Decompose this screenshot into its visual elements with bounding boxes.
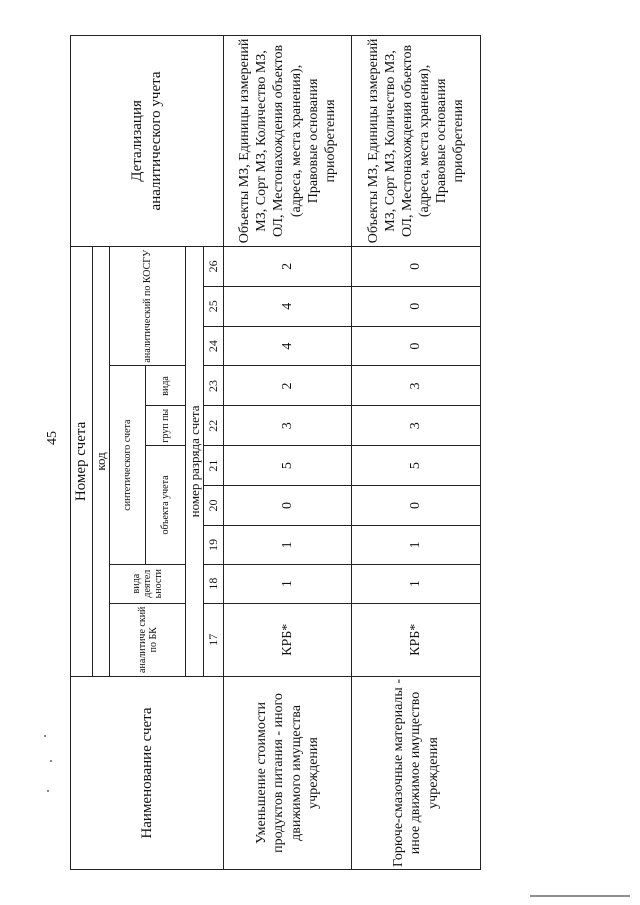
digit-cell: 23	[204, 366, 224, 406]
value-cell: 2	[224, 246, 352, 286]
header-code: код	[93, 246, 110, 676]
value-cell: 0	[352, 326, 481, 366]
value-cell: 4	[224, 286, 352, 326]
value-cell: 0	[224, 486, 352, 526]
header-activity-type: вида деятел ьности	[110, 564, 186, 603]
value-cell: 4	[224, 326, 352, 366]
header-group: груп пы	[146, 406, 186, 446]
header-analytic-kosgu: аналитический по КОСГУ	[110, 246, 186, 366]
digit-cell: 24	[204, 326, 224, 366]
value-cell: 5	[352, 446, 481, 486]
value-cell: 0	[352, 486, 481, 526]
value-cell: КРБ*	[224, 603, 352, 676]
header-digit-number: номер разряда счета	[186, 246, 204, 676]
rotated-table-wrapper	[70, 35, 480, 870]
accounts-table	[70, 35, 481, 870]
header-detail	[71, 36, 224, 247]
digit-cell: 18	[204, 564, 224, 603]
table-row	[352, 36, 481, 870]
digit-cell: 19	[204, 525, 224, 564]
digit-cell: 21	[204, 446, 224, 486]
value-cell: 2	[224, 366, 352, 406]
digit-cell: 26	[204, 246, 224, 286]
header-object: объекта учета	[146, 446, 186, 565]
digit-cell: 20	[204, 486, 224, 526]
value-cell: 1	[352, 525, 481, 564]
digit-cell: 25	[204, 286, 224, 326]
value-cell: 1	[352, 564, 481, 603]
account-name: Уменьшение стоимости продуктов питания - иного движимого имущества учреждения	[224, 676, 352, 869]
value-cell: 0	[352, 246, 481, 286]
table-row	[224, 36, 352, 870]
value-cell: 0	[352, 286, 481, 326]
scan-artifact-line	[530, 895, 630, 897]
value-cell: 3	[352, 406, 481, 446]
value-cell: 3	[352, 366, 481, 406]
page-number: 45	[45, 431, 60, 445]
scan-artifact-dot	[44, 735, 46, 737]
scan-artifact-dot	[47, 790, 49, 792]
value-cell: КРБ*	[352, 603, 481, 676]
header-synthetic: синтетического счета	[110, 366, 146, 564]
value-cell: 5	[224, 446, 352, 486]
value-cell: 3	[224, 406, 352, 446]
scan-artifact-dot	[50, 760, 52, 762]
header-detail-text: Детализация аналитического учета	[129, 71, 164, 211]
account-detail: Объекты МЗ, Единицы измерений МЗ, Сорт МЗ, Количество МЗ, ОЛ, Местонахождения объектов (адреса, места хранения), Правовые основания приобретения	[224, 36, 352, 247]
account-detail: Объекты МЗ, Единицы измерений МЗ, Сорт МЗ, Количество МЗ, ОЛ, Местонахождения объектов (адреса, места хранения), Правовые основания приобретения	[352, 36, 481, 247]
value-cell: 1	[224, 525, 352, 564]
value-cell: 1	[224, 564, 352, 603]
digit-cell: 17	[204, 603, 224, 676]
header-account-number: Номер счета	[71, 246, 93, 676]
digit-cell: 22	[204, 406, 224, 446]
header-analytic-bk: аналитиче ский по БК	[110, 603, 186, 676]
header-account-name: Наименование счета	[71, 676, 224, 869]
header-kind: вида	[146, 366, 186, 406]
account-name: Горюче-смазочные материалы - иное движимое имущество учреждения	[352, 676, 481, 869]
